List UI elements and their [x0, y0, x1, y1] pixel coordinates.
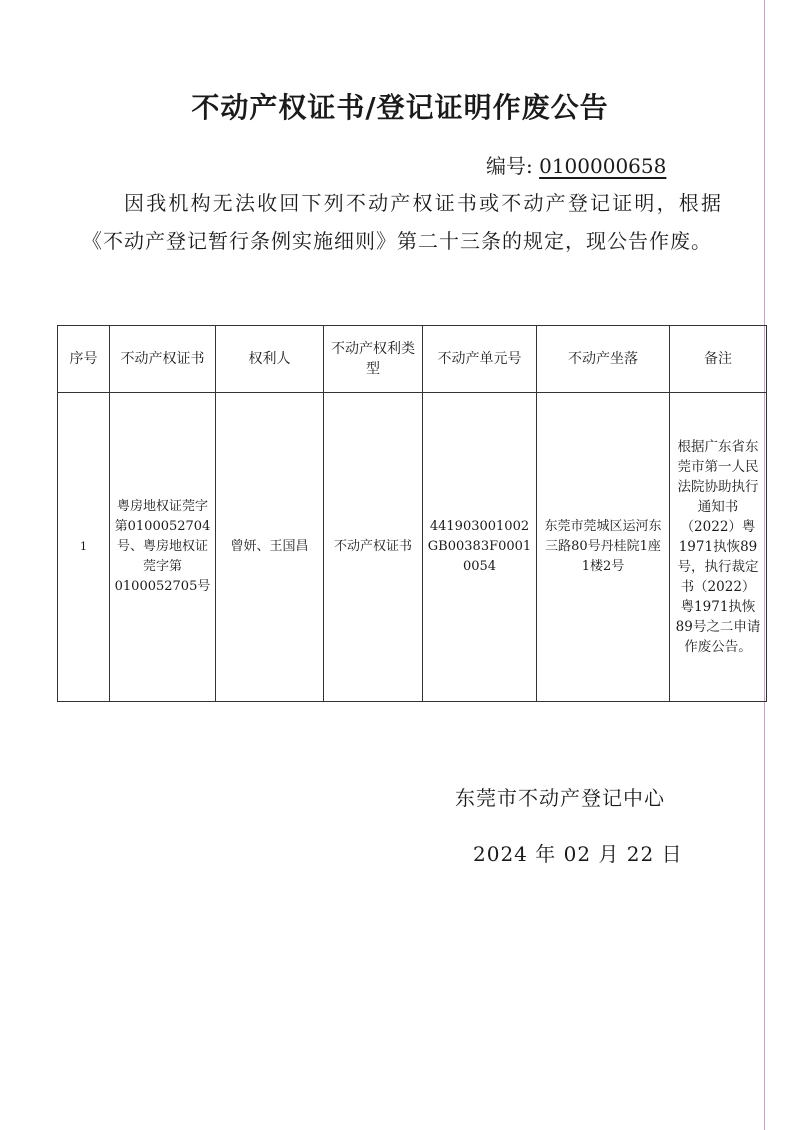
- cell-unit-no: 441903001002GB00383F00010054: [423, 393, 537, 702]
- header-owner: 权利人: [216, 326, 324, 393]
- header-seq: 序号: [58, 326, 110, 393]
- header-certificate: 不动产权证书: [110, 326, 216, 393]
- cell-remark: 根据广东省东莞市第一人民法院协助执行通知书（2022）粤1971执恢89号，执行裁定书（2022）粤1971执恢89号之二申请作废公告。: [670, 393, 767, 702]
- document-number-label: 编号:: [486, 154, 533, 178]
- header-location: 不动产坐落: [537, 326, 670, 393]
- issuer-name: 东莞市不动产登记中心: [455, 786, 665, 810]
- issue-date: 2024 年 02 月 22 日: [473, 842, 683, 866]
- header-unit-no: 不动产单元号: [423, 326, 537, 393]
- header-remark: 备注: [670, 326, 767, 393]
- document-number-value: 0100000658: [539, 154, 667, 178]
- cell-certificate: 粤房地权证莞字第0100052704号、粤房地权证莞字第0100052705号: [110, 393, 216, 702]
- header-right-type: 不动产权利类型: [324, 326, 423, 393]
- intro-paragraph: 因我机构无法收回下列不动产权证书或不动产登记证明，根据《不动产登记暂行条例实施细则》第二十三条的规定，现公告作废。: [82, 191, 722, 253]
- cell-owner: 曾妍、王国昌: [216, 393, 324, 702]
- document-title: 不动产权证书/登记证明作废公告: [191, 91, 609, 124]
- cell-location: 东莞市莞城区运河东三路80号丹桂院1座1楼2号: [537, 393, 670, 702]
- void-notice-table: [57, 325, 767, 702]
- cell-seq: 1: [58, 393, 110, 702]
- table-row: [58, 393, 767, 702]
- cell-right-type: 不动产权证书: [324, 393, 423, 702]
- table-header-row: [58, 326, 767, 393]
- document-number: [486, 150, 666, 179]
